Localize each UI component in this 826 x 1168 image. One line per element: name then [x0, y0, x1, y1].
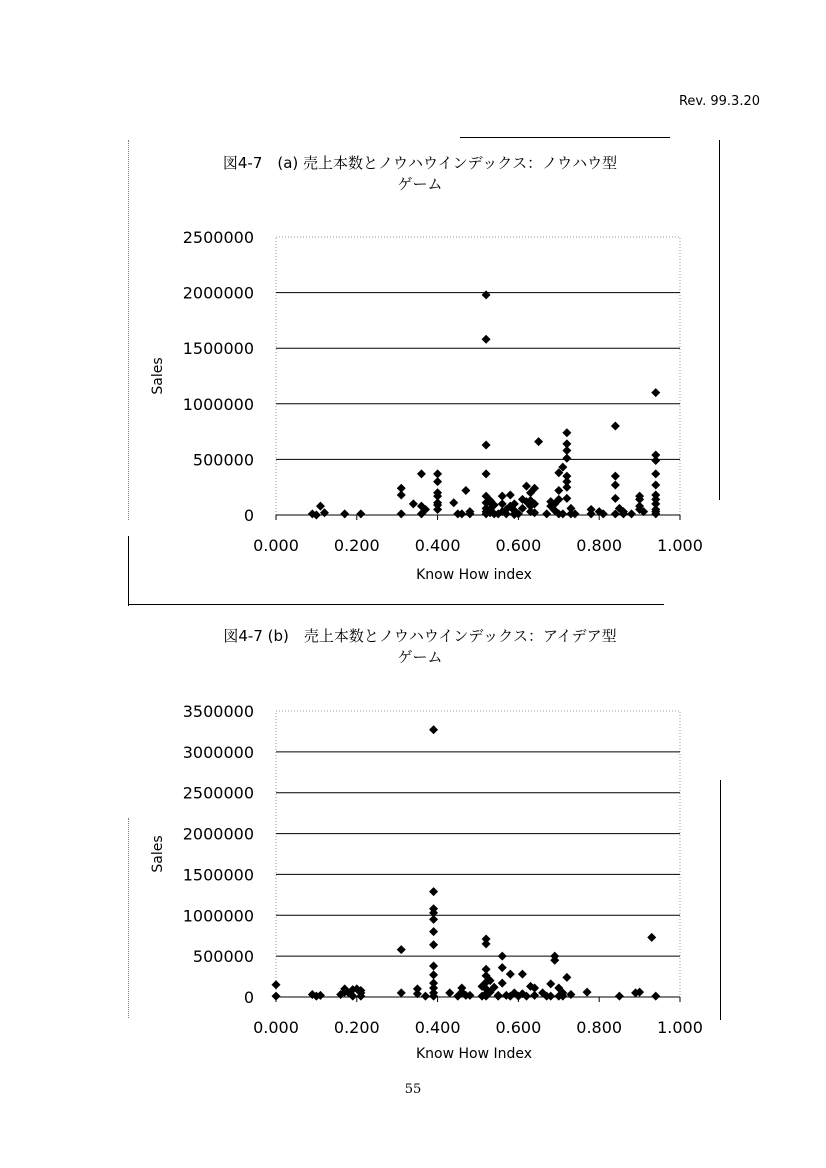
chart-a-y-tick-label: 500000: [192, 450, 254, 470]
chart-b-y-tick-label: 1000000: [182, 906, 254, 926]
chart-a-y-tick-label: 1500000: [182, 339, 254, 359]
revision-label: Rev. 99.3.20: [678, 94, 760, 109]
chart-a-y-axis-label: Sales: [150, 357, 166, 395]
chart-b-data-point: [651, 992, 660, 1001]
chart-b-x-axis-label: Know How Index: [415, 1046, 533, 1062]
page-number: 55: [404, 1082, 422, 1097]
chart-b-data-point: [429, 725, 438, 734]
chart-b-data-point: [272, 992, 281, 1001]
chart-b-data-point: [506, 970, 515, 979]
chart-b-y-tick-label: 2000000: [182, 824, 254, 844]
chart-b-data-point: [429, 915, 438, 924]
chart-a-title-line1: 図4-7 (a) 売上本数とノウハウインデックス：ノウハウ型: [222, 154, 618, 172]
chart-a-x-tick-label: 1.000: [657, 536, 703, 555]
chart-b-title-line1: 図4-7 (b) 売上本数とノウハウインデックス：アイデア型: [223, 627, 617, 645]
chart-b-y-tick-label: 1500000: [182, 865, 254, 885]
chart-a-y-tick-label: 2500000: [182, 228, 254, 247]
chart-b-data-point: [421, 992, 430, 1001]
chart-b-data-point: [272, 980, 281, 989]
chart-b-y-tick-label: 3000000: [182, 742, 254, 762]
chart-b-data-point: [583, 988, 592, 997]
chart-a-x-tick-label: 0.000: [253, 536, 299, 555]
chart-b-x-tick-label: 0.000: [253, 1018, 299, 1037]
chart-b-data-point: [397, 945, 406, 954]
chart-b-data-point: [397, 988, 406, 997]
chart-b-x-tick-label: 0.600: [495, 1018, 542, 1037]
chart-b-data-point: [429, 887, 438, 896]
chart-a-x-tick-label: 0.200: [333, 536, 380, 555]
chart-a-title-line2: ゲーム: [397, 175, 443, 193]
chart-b-data-point: [445, 988, 454, 997]
chart-b-data-point: [498, 963, 507, 972]
chart-b-plot-area: [276, 711, 680, 997]
chart-b-x-tick-label: 1.000: [657, 1018, 703, 1037]
chart-b-y-tick-label: 3500000: [182, 702, 254, 721]
chart-b-data-point: [647, 933, 656, 942]
chart-a-x-axis-label: Know How index: [416, 567, 532, 583]
chart-b-title-line2: ゲーム: [397, 648, 443, 666]
chart-a-x-tick-label: 0.600: [495, 536, 542, 555]
chart-a-x-tick-label: 0.400: [414, 536, 461, 555]
chart-b-y-tick-label: 0: [243, 988, 254, 1007]
chart-b-data-point: [546, 979, 555, 988]
chart-b-y-axis-label: Sales: [150, 835, 166, 873]
chart-b-x-tick-label: 0.800: [576, 1018, 623, 1037]
chart-a-y-tick-label: 0: [243, 506, 254, 525]
chart-b-x-tick-label: 0.200: [333, 1018, 380, 1037]
chart-b-data-point: [429, 940, 438, 949]
chart-a-y-tick-label: 2000000: [182, 283, 254, 303]
chart-b-x-tick-label: 0.400: [414, 1018, 461, 1037]
chart-b-data-point: [566, 990, 575, 999]
chart-a-y-tick-label: 1000000: [182, 394, 254, 414]
chart-b-y-tick-label: 500000: [192, 947, 254, 967]
chart-b-data-point: [429, 970, 438, 979]
chart-b-data-point: [429, 927, 438, 936]
chart-b-data-point: [498, 952, 507, 961]
chart-a-x-tick-label: 0.800: [576, 536, 623, 555]
chart-b-data-point: [562, 973, 571, 982]
chart-b-data-point: [494, 992, 503, 1001]
chart-b-y-tick-label: 2500000: [182, 783, 254, 803]
chart-b-data-point: [518, 970, 527, 979]
chart-b-data-point: [482, 939, 491, 948]
chart-b-data-point: [498, 979, 507, 988]
chart-b-data-point: [615, 992, 624, 1001]
chart-b-data-point: [429, 961, 438, 970]
